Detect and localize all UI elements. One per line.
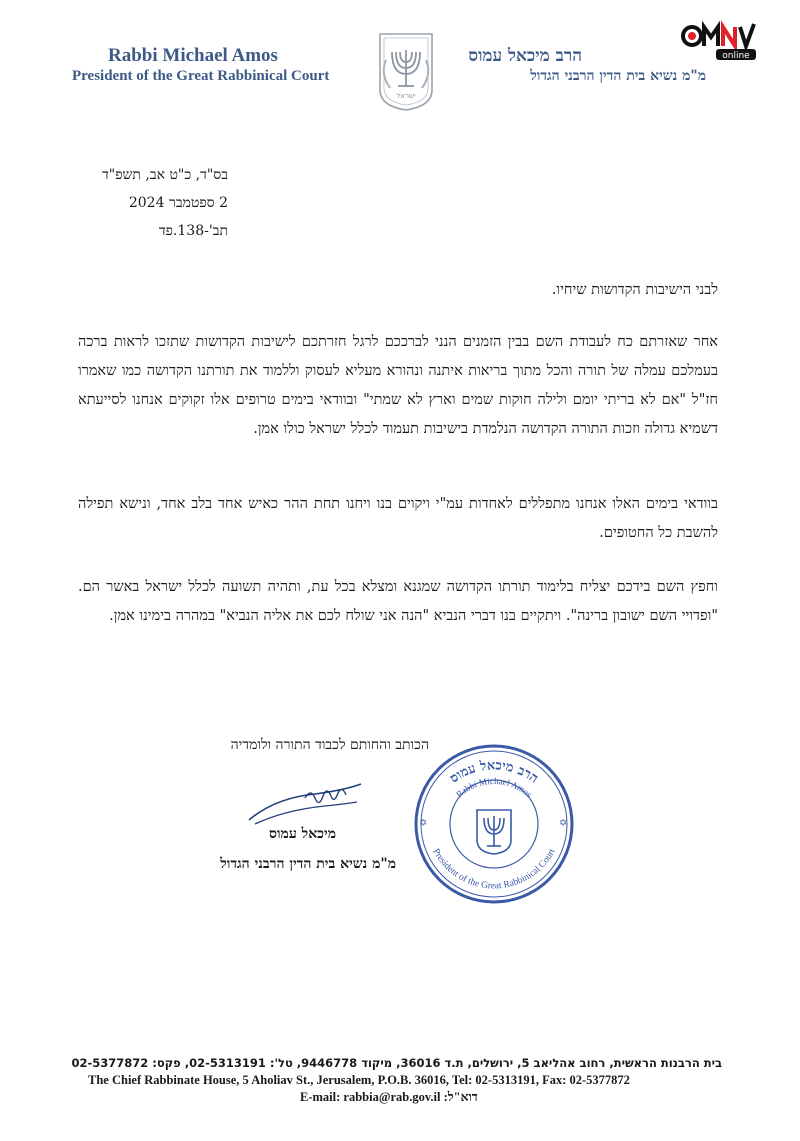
closing-line: הכותב והחותם לכבוד התורה ולומדיה [230, 737, 429, 753]
letterhead-hebrew-title: מ"מ נשיא בית הדין הרבני הגדול [530, 68, 706, 84]
news-logo-icon [680, 18, 760, 62]
salutation: לבני הישיבות הקדושות שיחיו. [551, 282, 718, 298]
footer-english-address: The Chief Rabbinate House, 5 Aholiav St., Jerusalem, P.O.B. 36016, Tel: 02-5313191, Fax: 02-5377872 [88, 1073, 630, 1087]
stamp-english-title: President of the Great Rabbinical Court [430, 847, 558, 892]
paragraph-3: וחפץ השם בידכם יצליח בלימוד תורתו הקדושה שמגנא ומצלא בכל עת, ותהיה תשועה לכלל ישראל באשר הם. "ופדויי השם ישובון ברינה". ויתקיים בנו דברי הנביא "הנה אני שולח לכם את אליה הנביא" במהרה בימינו אמן. [78, 579, 718, 624]
handwritten-signature [245, 780, 365, 830]
letterhead-english-name: Rabbi Michael Amos [108, 45, 278, 66]
paragraph-1: אחר שאזרתם כח לעבודת השם בבין הזמנים הנני לברככם לרגל חזרתכם לישיבות הקדושות שתזכו לראות ברכה בעמלכם עמלה של תורה והכל מתוך בריאות איתנה ונהורא מעליא לעסוק וללמוד את תורתנו הקדושה כמו שאמרו חז"ל "אם לא בריתי יומם ולילה חוקות שמים וארץ לא שמתי" ובוודאי בימים טרופים אלו זקוקים אנחנו לסייעתא דשמיא גדולה וזכות התורה הקדושה הנלמדת בישיבות תעמוד לכלל ישראל כולו אמן. [78, 334, 718, 437]
logo-online-label: online [722, 51, 750, 61]
emblem-label: ישראל [396, 92, 416, 100]
gregorian-date: 2 ספטמבר 2024 [128, 195, 228, 211]
stamp-hebrew-name: הרב מיכאל עמוס [447, 758, 541, 787]
footer-hebrew-address: בית הרבנות הראשית, רחוב אהליאב 5, ירושלים, ת.ד 36016, מיקוד 9446778, טל': 02-5313191, פקס: 02-5377872 [71, 1056, 722, 1070]
signer-name: מיכאל עמוס [269, 826, 336, 842]
reference-number: תב'-138.פד [158, 223, 228, 239]
hebrew-date: בס"ד, כ"ט אב, תשפ"ד [102, 167, 228, 183]
footer-email: E-mail: rabbia@rab.gov.il :דוא"ל [300, 1090, 478, 1104]
stamp-english-name: Rabbi Michael Amos [454, 775, 535, 800]
paragraph-2: בוודאי בימים האלו אנחנו מתפללים לאחדות עמ"י ויקוים בנו ויחנו תחת ההר כאיש אחד בלב אחד, ונישא תפילה להשבת כל החטופים. [78, 496, 718, 541]
letterhead-hebrew-name: הרב מיכאל עמוס [468, 46, 582, 66]
svg-text:✡: ✡ [559, 818, 568, 829]
official-stamp [405, 740, 583, 905]
signer-title: מ"מ נשיא בית הדין הרבני הגדול [220, 856, 396, 872]
menorah-emblem-icon [374, 30, 438, 112]
letterhead-english-title: President of the Great Rabbinical Court [72, 68, 330, 84]
svg-text:הרב מיכאל עמוס [447, 758, 540, 786]
svg-text:✡: ✡ [419, 818, 428, 829]
